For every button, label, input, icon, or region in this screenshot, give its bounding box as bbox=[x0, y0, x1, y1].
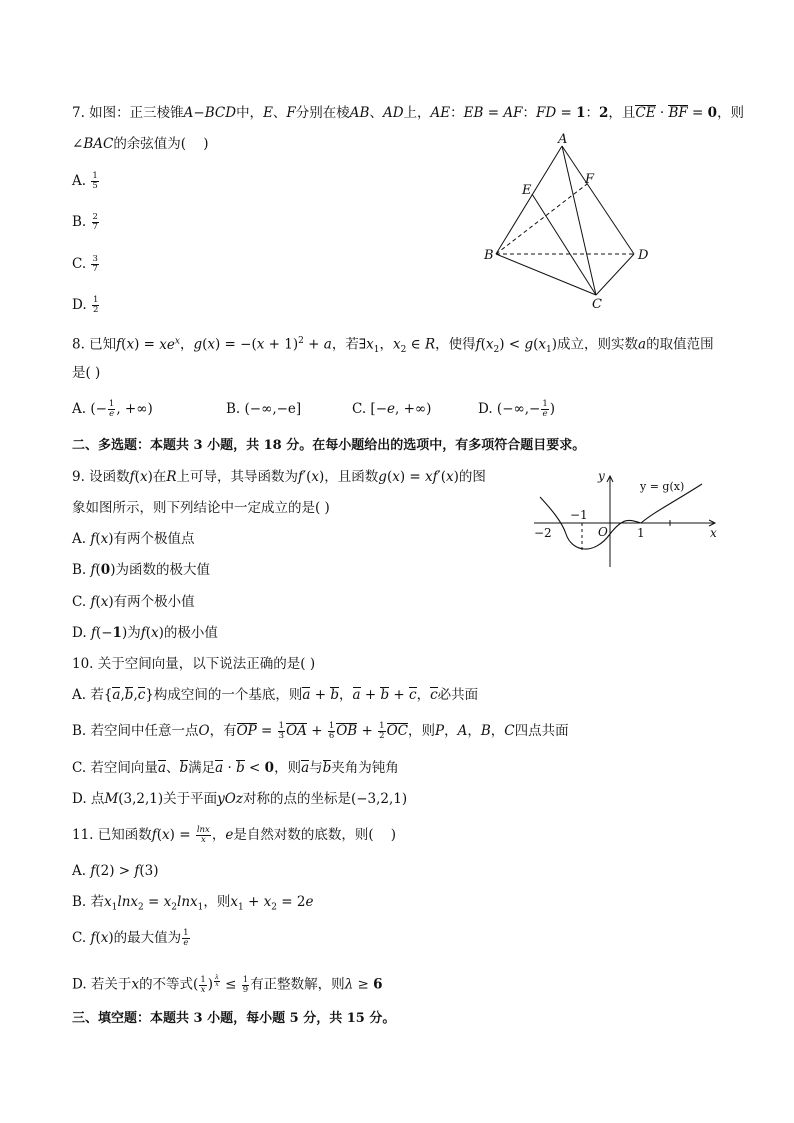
q8-option-a[interactable]: A. (− $\frac{1}{e}$ , +∞) bbox=[72, 399, 153, 419]
q11-option-b[interactable]: B. 若$x_1\ln x_2 = x_2\ln x_1$，则$x_1 + x_2 = 2e$ bbox=[72, 894, 314, 913]
q9-stem-line2: 象如图所示，则下列结论中一定成立的是( ) bbox=[72, 500, 330, 516]
x-axis-label: x bbox=[710, 526, 717, 540]
q11-option-d[interactable]: D. 若关于x的不等式( $\frac{1}{x}$ ) $^{\frac{\lambda}{x}}$ ≤ $\frac{1}{9}$ 有正整数解，则λ ≥ 6 bbox=[72, 973, 383, 995]
q10-option-c[interactable]: C. 若空间向量a、b满足a · b < 0，则a与b夹角为钝角 bbox=[72, 760, 399, 776]
edge-bc bbox=[496, 254, 596, 295]
label-a: A bbox=[558, 132, 568, 147]
q7-tetrahedron-figure bbox=[470, 132, 660, 312]
segment-ce bbox=[532, 194, 596, 295]
q8-option-c[interactable]: C. [−e, +∞) bbox=[352, 401, 432, 417]
section-3-heading: 三、填空题：本题共 3 小题，每小题 5 分，共 15 分。 bbox=[72, 1011, 396, 1026]
q9-option-b[interactable]: B. f(0)为函数的极大值 bbox=[72, 562, 210, 578]
g-curve bbox=[540, 484, 702, 549]
q9-option-d[interactable]: D. f(−1)为f(x)的极小值 bbox=[72, 625, 218, 641]
q9-option-a[interactable]: A. f(x)有两个极值点 bbox=[72, 531, 195, 547]
q10-stem: 10. 关于空间向量，以下说法正确的是( ) bbox=[72, 656, 316, 672]
edge-ac bbox=[562, 146, 596, 295]
label-d: D bbox=[638, 248, 649, 263]
q10-option-d[interactable]: D. 点M(3,2,1)关于平面yOz对称的点的坐标是(−3,2,1) bbox=[72, 791, 408, 807]
q9-function-graph bbox=[524, 462, 724, 572]
tick-label-minus2: −2 bbox=[534, 526, 552, 540]
q7-option-d[interactable]: D. $\frac{1}{2}$ bbox=[72, 295, 99, 315]
edge-ad bbox=[562, 146, 634, 254]
q8-option-d[interactable]: D. (−∞,− $\frac{1}{e}$ ) bbox=[478, 399, 556, 419]
q11-stem: 11. 已知函数f(x) = $\frac{\ln x}{x}$ ，e是自然对数的底数，则( ) bbox=[72, 825, 397, 845]
y-axis-label: y bbox=[598, 469, 605, 483]
q11-option-c[interactable]: C. f(x)的最大值为 $\frac{1}{e}$ bbox=[72, 928, 189, 948]
edge-ab bbox=[496, 146, 562, 254]
tick-label-1: 1 bbox=[637, 526, 645, 540]
label-f: F bbox=[585, 172, 595, 187]
q9-option-c[interactable]: C. f(x)有两个极小值 bbox=[72, 594, 195, 610]
q10-option-a[interactable]: A. 若{a,b,c}构成空间的一个基底，则a + b，a + b + c，c必共面 bbox=[72, 687, 479, 703]
q8-stem-line1: 8. 已知$f(x) = xe^x$，$g(x) = -(x + 1)^2 + a$，若$\exists x_1$，$x_2$ ∈ R，使得$f(x_2) < g(x_1)$成立，则实数a的取值范围 bbox=[72, 336, 714, 356]
label-c: C bbox=[592, 297, 602, 312]
label-e: E bbox=[522, 183, 532, 198]
q10-option-b[interactable]: B. 若空间中任意一点O，有OP = $\frac{1}{3}$ OA + $\frac{1}{6}$ OB + $\frac{1}{2}$ OC，则P，A，B，C四点共面 bbox=[72, 721, 569, 741]
curve-label: y = g(x) bbox=[640, 480, 685, 493]
q7-stem-line2: ∠BAC的余弦值为( ) bbox=[72, 136, 209, 152]
q7-stem-text: 7. 如图：正三棱锥A−BCD中，E、F分别在棱AB、AD上，AE：EB = AF：FD = 1：2，且CE · BF = 0，则 bbox=[72, 105, 745, 121]
q7-option-a[interactable]: A. $\frac{1}{5}$ bbox=[72, 171, 98, 191]
edge-dc bbox=[596, 254, 634, 295]
label-b: B bbox=[484, 248, 494, 263]
q9-stem-line1: 9. 设函数f(x)在R上可导，其导函数为f′(x)，且函数g(x) = xf′(x)的图 bbox=[72, 469, 486, 485]
tick-label-minus1: −1 bbox=[570, 508, 588, 522]
q7-stem-line1 bbox=[72, 104, 744, 122]
q8-stem-line2: 是( ) bbox=[72, 365, 101, 381]
section-2-heading: 二、多选题：本题共 3 小题，共 18 分。在每小题给出的选项中，有多项符合题目要求。 bbox=[72, 438, 586, 453]
q11-option-a[interactable]: A. f(2) > f(3) bbox=[72, 863, 159, 879]
q8-option-b[interactable]: B. (−∞,−e] bbox=[226, 401, 302, 417]
q7-option-b[interactable]: B. $\frac{2}{7}$ bbox=[72, 212, 98, 232]
q7-option-c[interactable]: C. $\frac{3}{7}$ bbox=[72, 254, 98, 274]
origin-label: O bbox=[598, 525, 608, 539]
